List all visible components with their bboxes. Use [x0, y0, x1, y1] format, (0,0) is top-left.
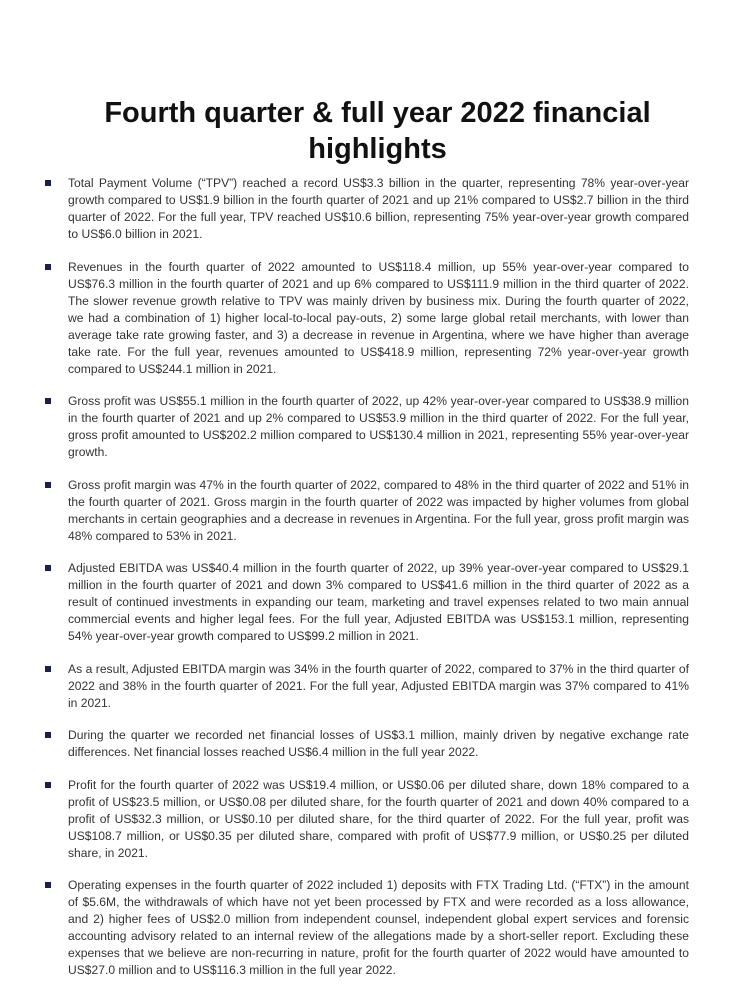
square-bullet-icon [45, 666, 51, 672]
square-bullet-icon [45, 398, 51, 404]
adjusted-ebitda-highlight-text: Adjusted EBITDA was US$40.4 million in the fourth quarter of 2022, up 39% year-over-year compared to US$29.1 million in the fourth quarter of 2021 and down 3% compared to US$41.6 million in the third quarter of 2022 as a result of continued investments in expanding our team, marketing and travel expenses related to two main annual commercial events and higher legal fees. For the full year, Adjusted EBITDA was US$153.1 million, representing 54% year-over-year growth compared to US$99.2 million in 2021. [68, 561, 689, 643]
square-bullet-icon [45, 482, 51, 488]
list-item [43, 175, 689, 243]
square-bullet-icon [45, 782, 51, 788]
financial-losses-highlight-text: During the quarter we recorded net financial losses of US$3.1 million, mainly driven by negative exchange rate differences. Net financial losses reached US$6.4 million in the full year 2022. [68, 728, 689, 759]
list-item [43, 661, 689, 712]
tpv-highlight-text: Total Payment Volume (“TPV”) reached a record US$3.3 billion in the quarter, representing 78% year-over-year growth compared to US$1.9 billion in the fourth quarter of 2021 and up 21% compared to US$2.7 billion in the third quarter of 2022. For the full year, TPV reached US$10.6 billion, representing 75% year-over-year growth compared to US$6.0 billion in 2021. [68, 176, 689, 241]
gross-profit-highlight-text: Gross profit was US$55.1 million in the fourth quarter of 2022, up 42% year-over-year compared to US$38.9 million in the fourth quarter of 2021 and up 2% compared to US$53.9 million in the third quarter of 2022. For the full year, gross profit amounted to US$202.2 million compared to US$130.4 million in 2021, representing 55% year-over-year growth. [68, 394, 689, 459]
list-item [43, 877, 689, 979]
page-title: Fourth quarter & full year 2022 financial highlights [104, 97, 651, 165]
square-bullet-icon [45, 882, 51, 888]
square-bullet-icon [45, 565, 51, 571]
list-item [43, 393, 689, 461]
square-bullet-icon [45, 732, 51, 738]
profit-highlight-text: Profit for the fourth quarter of 2022 was US$19.4 million, or US$0.06 per diluted share, down 18% compared to a profit of US$23.5 million, or US$0.08 per diluted share, for the fourth quarter of 2021 and down 40% compared to a profit of US$32.3 million, or US$0.10 per diluted share, for the third quarter of 2022. For the full year, profit was US$108.7 million, or US$0.35 per diluted share, compared with profit of US$77.9 million, or US$0.25 per diluted share, in 2021. [68, 777, 689, 860]
square-bullet-icon [45, 264, 51, 270]
list-item [43, 477, 689, 545]
revenue-highlight-text: Revenues in the fourth quarter of 2022 amounted to US$118.4 million, up 55% year-over-year compared to US$76.3 million in the fourth quarter of 2021 and up 6% compared to US$111.9 million in the third quarter of 2022. The slower revenue growth relative to TPV was mainly driven by business mix. During the fourth quarter of 2022, we had a combination of 1) higher local-to-local pay-outs, 2) some large global retail merchants, with lower than average take rate growing faster, and 3) a decrease in revenue in Argentina, where we have higher than average take rate. For the full year, revenues amounted to US$418.9 million, representing 72% year-over-year growth compared to US$244.1 million in 2021. [68, 259, 689, 376]
gross-margin-highlight-text: Gross profit margin was 47% in the fourth quarter of 2022, compared to 48% in the third quarter of 2022 and 51% in the fourth quarter of 2021. Gross margin in the fourth quarter of 2022 was impacted by higher volumes from global merchants in certain geographies and a decrease in revenues in Argentina. For the full year, gross profit margin was 48% compared to 53% in 2021. [68, 477, 689, 543]
list-item [43, 259, 689, 378]
list-item [43, 727, 689, 761]
list-item [43, 777, 689, 862]
operating-expenses-highlight-text: Operating expenses in the fourth quarter of 2022 included 1) deposits with FTX Trading Ltd. (“FTX”) in the amount of $5.6M, the withdrawals of which have not yet been processed by FTX and were recorded as a loss allowance, and 2) higher fees of US$2.0 million from independent counsel, independent global expert services and forensic accounting advisory related to an internal review of the allegations made by a short-seller report. Excluding these expenses that we believe are non-recurring in nature, profit for the fourth quarter of 2022 would have amounted to US$27.0 million and to US$116.3 million in the full year 2022. [68, 878, 689, 977]
highlights-list [43, 175, 689, 995]
square-bullet-icon [45, 180, 51, 186]
ebitda-margin-highlight-text: As a result, Adjusted EBITDA margin was 34% in the fourth quarter of 2022, compared to 37% in the third quarter of 2022 and 38% in the fourth quarter of 2021. For the full year, Adjusted EBITDA margin was 37% compared to 41% in 2021. [68, 661, 689, 710]
list-item [43, 560, 689, 645]
